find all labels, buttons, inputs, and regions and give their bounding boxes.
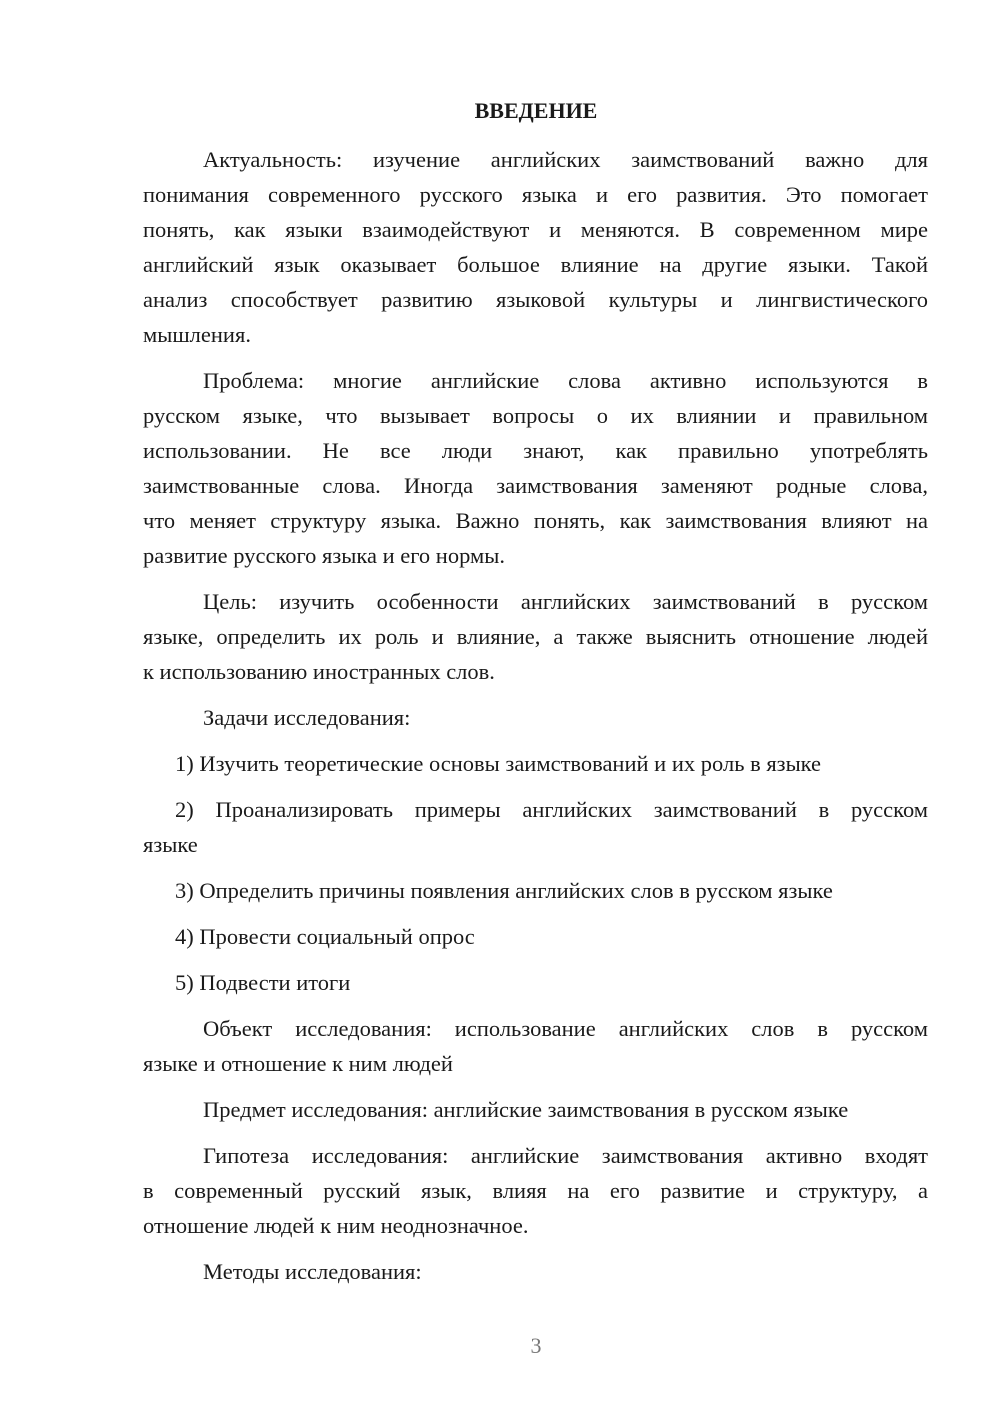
paragraph bbox=[143, 584, 928, 689]
text-line: английский язык оказывает большое влияние на другие языки. Такой bbox=[143, 252, 928, 277]
text-line: отношение людей к ним неоднозначное. bbox=[143, 1213, 529, 1238]
text-line: Предмет исследования: английские заимствования в русском языке bbox=[203, 1097, 849, 1122]
text-line: языке bbox=[143, 832, 198, 857]
text-line: 1) Изучить теоретические основы заимствований и их роль в языке bbox=[175, 751, 822, 776]
text-line: 3) Определить причины появления английских слов в русском языке bbox=[175, 878, 833, 903]
text-line: заимствованные слова. Иногда заимствования заменяют родные слова, bbox=[143, 473, 928, 498]
list-item bbox=[143, 792, 928, 862]
text-line: языке и отношение к ним людей bbox=[143, 1051, 453, 1076]
list-item bbox=[143, 873, 928, 908]
text-line: анализ способствует развитию языковой культуры и лингвистического bbox=[143, 287, 928, 312]
text-line: Задачи исследования: bbox=[203, 705, 411, 730]
text-line: русском языке, что вызывает вопросы о их влиянии и правильном bbox=[143, 403, 928, 428]
paragraph bbox=[143, 1254, 928, 1289]
text-line: Проблема: многие английские слова активно используются в bbox=[203, 368, 928, 393]
text-line: к использованию иностранных слов. bbox=[143, 659, 495, 684]
paragraph bbox=[143, 700, 928, 735]
page-number: 3 bbox=[530, 1333, 542, 1358]
list-item bbox=[143, 746, 928, 781]
text-line: Объект исследования: использование английских слов в русском bbox=[203, 1016, 928, 1041]
list-item bbox=[143, 965, 928, 1000]
document-body bbox=[143, 142, 928, 1289]
text-line: языке, определить их роль и влияние, а также выяснить отношение людей bbox=[143, 624, 928, 649]
text-line: 4) Провести социальный опрос bbox=[175, 924, 475, 949]
text-line: Актуальность: изучение английских заимствований важно для bbox=[203, 147, 928, 172]
text-line: 5) Подвести итоги bbox=[175, 970, 351, 995]
paragraph bbox=[143, 1011, 928, 1081]
text-line: что меняет структуру языка. Важно понять, как заимствования влияют на bbox=[143, 508, 928, 533]
list-item bbox=[143, 919, 928, 954]
text-line: Гипотеза исследования: английские заимствования активно входят bbox=[203, 1143, 928, 1168]
paragraph bbox=[143, 363, 928, 573]
text-line: мышления. bbox=[143, 322, 251, 347]
text-line: понимания современного русского языка и его развития. Это помогает bbox=[143, 182, 928, 207]
text-line: использовании. Не все люди знают, как правильно употреблять bbox=[143, 438, 928, 463]
section-title: ВВЕДЕНИЕ bbox=[474, 98, 598, 123]
paragraph bbox=[143, 1092, 928, 1127]
paragraph bbox=[143, 142, 928, 352]
paragraph bbox=[143, 1138, 928, 1243]
text-line: в современный русский язык, влияя на его развитие и структуру, а bbox=[143, 1178, 928, 1203]
text-line: Цель: изучить особенности английских заимствований в русском bbox=[203, 589, 928, 614]
text-line: развитие русского языка и его нормы. bbox=[143, 543, 505, 568]
text-line: понять, как языки взаимодействуют и меняются. В современном мире bbox=[143, 217, 928, 242]
text-line: Методы исследования: bbox=[203, 1259, 422, 1284]
text-line: 2) Проанализировать примеры английских заимствований в русском bbox=[175, 797, 928, 822]
